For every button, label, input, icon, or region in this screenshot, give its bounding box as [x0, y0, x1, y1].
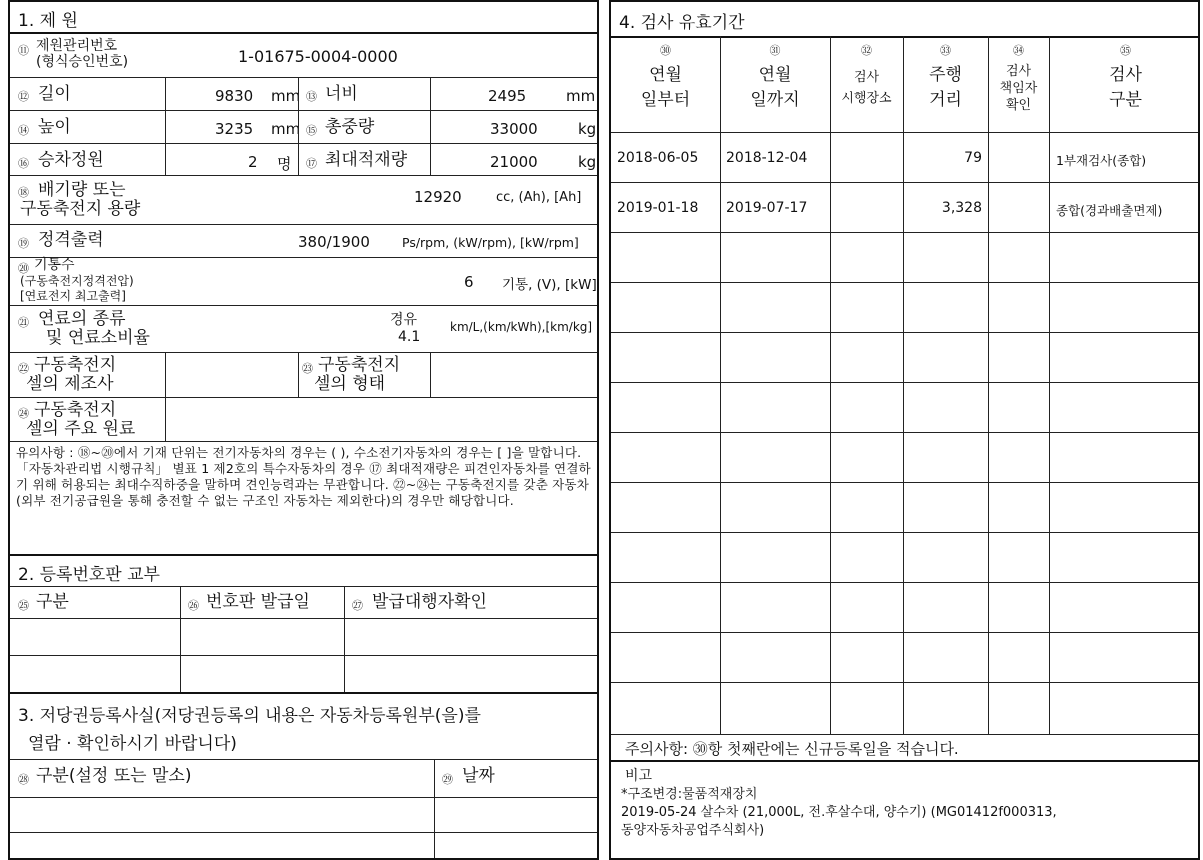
caution-text: 주의사항: ㉚항 첫째란에는 신규등록일을 적습니다.	[625, 740, 959, 758]
length-value: 9830	[215, 87, 254, 105]
remarks-line-3: 동양자동차공업주식회사)	[621, 823, 765, 838]
row2-mileage: 3,328	[941, 200, 982, 216]
fuel-rate-value: 4.1	[398, 329, 421, 345]
row1-mileage: 79	[964, 150, 982, 166]
row2-to: 2019-07-17	[726, 200, 808, 216]
cell-maker-label: 구동축전지	[34, 355, 117, 375]
col-mileage-line1: 주행	[929, 65, 962, 85]
plate-header-num-3: ㉗	[352, 599, 363, 612]
col-type-line1: 검사	[1109, 65, 1142, 85]
section3-title-2: 열람 · 확인하시기 바랍니다)	[28, 734, 237, 754]
col-confirm-line2: 책임자	[999, 81, 1038, 96]
cylinders-unit: 기통, (V), [kW]	[502, 277, 597, 293]
fuel-num: ㉑	[18, 316, 29, 329]
cell-maker-label-2: 셀의 제조사	[26, 374, 114, 394]
col-mileage-header	[903, 42, 988, 110]
gross-weight-num: ⑮	[306, 124, 317, 137]
section4-title: 4. 검사 유효기간	[619, 13, 745, 33]
col-type-line2: 구분	[1109, 90, 1142, 110]
max-load-num: ⑰	[306, 157, 317, 170]
cell-form-label-2: 셀의 형태	[314, 374, 386, 394]
cell-material-num: ㉔	[18, 407, 29, 420]
cylinders-value: 6	[464, 273, 474, 291]
col-to-line1: 연월	[758, 65, 792, 85]
col-to-header	[720, 42, 830, 110]
spec-id-label-2: (형식승인번호)	[36, 54, 129, 70]
rated-output-label: 정격출력	[38, 230, 104, 250]
col-type-num: ㉟	[1120, 44, 1131, 57]
rated-output-num: ⑲	[18, 237, 29, 250]
col-type-header	[1049, 42, 1200, 110]
row2-type: 종합(경과배출면제)	[1056, 203, 1163, 218]
col-to-num: ㉛	[769, 44, 781, 57]
section3-title: 3. 저당권등록사실(저당권등록의 내용은 자동차등록원부(을)를	[18, 706, 481, 726]
max-load-label: 최대적재량	[325, 150, 408, 170]
displacement-unit: cc, (Ah), [Ah]	[496, 190, 582, 205]
rated-output-unit: Ps/rpm, (kW/rpm), [kW/rpm]	[402, 235, 579, 250]
width-num: ⑬	[306, 90, 317, 103]
row2-from: 2019-01-18	[617, 200, 699, 216]
cell-material-label-2: 셀의 주요 원료	[26, 419, 136, 439]
fuel-unit: km/L,(km/kWh),[km/kg]	[450, 320, 593, 334]
col-confirm-header	[988, 42, 1049, 113]
width-label: 너비	[325, 84, 358, 104]
height-num: ⑭	[18, 124, 29, 137]
height-label: 높이	[38, 117, 71, 137]
cylinders-label-3: [연료전지 최고출력]	[20, 289, 126, 303]
height-unit: mm	[271, 120, 301, 138]
seating-unit: 명	[277, 155, 292, 173]
col-place-line2: 시행장소	[841, 91, 892, 106]
plate-header-category: 구분	[36, 592, 69, 612]
col-from-line1: 연월	[649, 65, 682, 85]
plate-header-agent-confirm: 발급대행자확인	[372, 592, 487, 612]
section2-title: 2. 등록번호판 교부	[18, 565, 160, 585]
mortgage-header-num-2: ㉙	[442, 773, 453, 786]
gross-weight-label: 총중량	[325, 117, 375, 137]
max-load-value: 21000	[490, 153, 538, 171]
col-confirm-line3: 확인	[1005, 98, 1032, 113]
col-from-line2: 일부터	[640, 90, 691, 110]
left-panel	[8, 0, 599, 860]
col-place-header	[830, 42, 903, 106]
remarks-title: 비고	[625, 768, 653, 784]
remarks-line-1: *구조변경:물품적재장치	[621, 787, 758, 802]
plate-header-issue-date: 번호판 발급일	[206, 592, 310, 612]
col-from-header	[611, 42, 720, 110]
plate-header-num-2: ㉖	[188, 599, 199, 612]
row1-from: 2018-06-05	[617, 150, 699, 166]
row1-type: 1부재검사(종합)	[1056, 153, 1147, 168]
notice-text: 유의사항 : ⑱~⑳에서 기재 단위는 전기자동차의 경우는 ( ), 수소전기자동차의 경우는 [ ]을 말합니다. 「자동차관리법 시행규칙」 별표 1 제2호의 특수자동차의 경우 ⑰ 최대적재량은 피견인자동차를 연결하기 위해 허용되는 최대수직하중을 말하며 견인능력과는 무관합니다. ㉒~㉔는 구동축전지를 갖춘 자동차(외부 전기공급원을 통해 충전할 수 없는 구조인 자동차는 제외한다)의 경우만 해당합니다.	[16, 445, 591, 508]
section1-title: 1. 제 원	[18, 11, 78, 31]
fuel-label: 연료의 종류	[38, 309, 126, 329]
spec-id-label: 제원관리번호	[36, 38, 118, 54]
gross-weight-value: 33000	[490, 120, 538, 138]
displacement-label: 배기량 또는	[38, 180, 126, 200]
gross-weight-unit: kg	[578, 120, 597, 138]
seating-value: 2	[248, 153, 258, 171]
right-panel	[609, 0, 1200, 860]
mortgage-header-num-1: ㉘	[18, 773, 29, 786]
rated-output-value: 380/1900	[298, 233, 370, 251]
length-label: 길이	[38, 84, 71, 104]
displacement-value: 12920	[414, 188, 462, 206]
col-confirm-line1: 검사	[1005, 64, 1032, 79]
col-to-line2: 일까지	[750, 90, 800, 110]
cylinders-label: 기통수	[34, 257, 75, 273]
col-place-num: ㉜	[861, 44, 872, 57]
displacement-num: ⑱	[18, 186, 29, 199]
cell-material-label: 구동축전지	[34, 400, 117, 420]
width-value: 2495	[488, 87, 527, 105]
row1-to: 2018-12-04	[726, 150, 808, 166]
seating-label: 승차정원	[38, 150, 104, 170]
length-num: ⑫	[18, 90, 29, 103]
mortgage-header-date: 날짜	[462, 766, 495, 786]
cell-maker-num: ㉒	[18, 362, 29, 375]
mortgage-header-category: 구분(설정 또는 말소)	[36, 766, 192, 786]
cell-form-num: ㉓	[302, 362, 313, 375]
col-confirm-num: ㉞	[1013, 44, 1024, 57]
col-mileage-num: ㉝	[940, 44, 951, 57]
cell-form-label: 구동축전지	[318, 355, 401, 375]
cylinders-num: ⑳	[18, 262, 29, 275]
height-value: 3235	[215, 120, 254, 138]
cylinders-label-2: (구동축전지정격전압)	[20, 274, 134, 288]
remarks-line-2: 2019-05-24 살수차 (21,000L, 전.후살수대, 양수기) (MG01412f000313,	[621, 805, 1057, 820]
col-place-line1: 검사	[853, 70, 880, 85]
width-unit: mm	[566, 87, 596, 105]
max-load-unit: kg	[578, 153, 597, 171]
spec-id-value: 1-01675-0004-0000	[238, 47, 398, 66]
seating-num: ⑯	[18, 157, 29, 170]
displacement-label-2: 구동축전지 용량	[20, 199, 141, 219]
length-unit: mm	[271, 87, 301, 105]
col-mileage-line2: 거리	[929, 90, 962, 110]
spec-id-num: ⑪	[18, 44, 29, 57]
fuel-label-2: 및 연료소비율	[46, 328, 150, 348]
plate-header-num-1: ㉕	[18, 599, 29, 612]
col-from-num: ㉚	[660, 44, 671, 57]
fuel-type-value: 경유	[390, 312, 418, 328]
